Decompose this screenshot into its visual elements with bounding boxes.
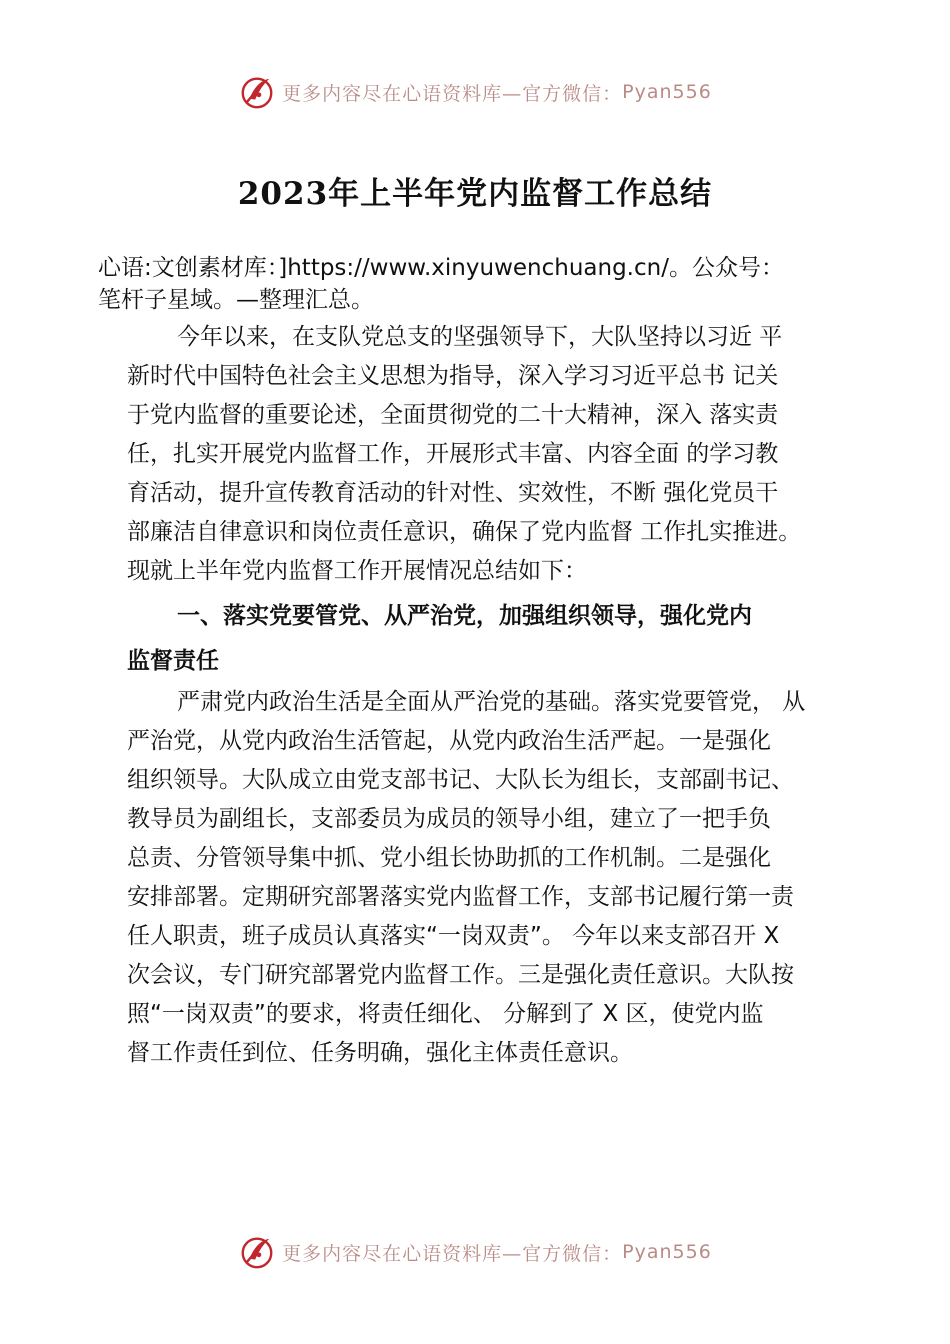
document-title: 2023年上半年党内监督工作总结: [237, 176, 713, 212]
source-line: 心语:文创素材库：]https://www.xinyuwenchuang.cn/。公众号：: [98, 255, 784, 281]
text-line: 严肃党内政治生活是全面从严治党的基础。落实党要管党， 从: [177, 689, 806, 715]
text-line: 任，扎实开展党内监督工作，开展形式丰富、内容全面 的学习教: [127, 441, 779, 467]
text-line: 新时代中国特色社会主义思想为指导，深入学习习近平总书 记关: [127, 363, 779, 389]
logo-icon: [238, 1233, 276, 1271]
text-line: 现就上半年党内监督工作开展情况总结如下：: [127, 558, 587, 584]
source-line: 笔杆子星域。—整理汇总。: [98, 287, 374, 313]
footer-watermark: [0, 1232, 950, 1272]
watermark-text: 更多内容尽在心语资料库—官方微信：: [282, 82, 623, 105]
heading-line: 监督责任: [127, 648, 219, 674]
source-note: [98, 252, 878, 316]
header-watermark: [0, 72, 950, 112]
watermark-text: 更多内容尽在心语资料库—官方微信：: [282, 1242, 623, 1265]
text-line: 育活动，提升宣传教育活动的针对性、实效性，不断 强化党员干: [127, 480, 779, 506]
text-line: 组织领导。大队成立由党支部书记、大队长为组长，支部副书记、: [127, 767, 794, 793]
text-line: 总责、分管领导集中抓、党小组长协助抓的工作机制。二是强化: [127, 845, 771, 871]
text-line: 教导员为副组长，支部委员为成员的领导小组，建立了一把手负: [127, 806, 771, 832]
text-line: 次会议，专门研究部署党内监督工作。三是强化责任意识。大队按: [127, 962, 794, 988]
logo-icon: [238, 73, 276, 111]
text-line: 今年以来，在支队党总支的坚强领导下，大队坚持以习近 平: [177, 324, 783, 350]
text-line: 照“一岗双责”的要求，将责任细化、 分解到了 X 区，使党内监: [127, 1001, 764, 1027]
watermark-handle: Pyan556: [622, 1241, 712, 1263]
section-heading-1: [127, 594, 867, 684]
watermark-handle: Pyan556: [622, 81, 712, 103]
section-1-paragraph: [127, 683, 867, 1073]
text-line: 部廉洁自律意识和岗位责任意识，确保了党内监督 工作扎实推进。: [127, 519, 802, 545]
text-line: 任人职责，班子成员认真落实“一岗双责”。 今年以来支部召开 X: [127, 923, 780, 949]
text-line: 安排部署。定期研究部署落实党内监督工作，支部书记履行第一责: [127, 884, 794, 910]
heading-line: 一、落实党要管党、从严治党，加强组织领导，强化党内: [177, 603, 752, 629]
text-line: 于党内监督的重要论述，全面贯彻党的二十大精神，深入 落实责: [127, 402, 779, 428]
intro-paragraph: [127, 318, 867, 591]
text-line: 督工作责任到位、任务明确，强化主体责任意识。: [127, 1040, 633, 1066]
text-line: 严治党，从党内政治生活管起，从党内政治生活严起。一是强化: [127, 728, 771, 754]
